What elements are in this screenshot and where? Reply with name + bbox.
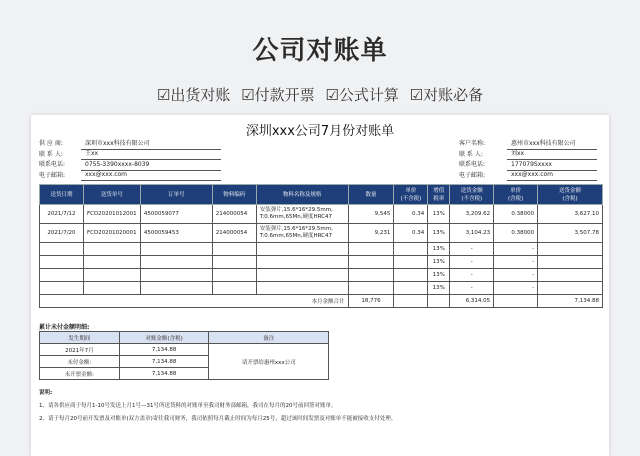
table-cell <box>140 282 212 295</box>
info-value: 惠州市xxx科技有限公司 <box>507 139 597 150</box>
summary-cell: 2021年7月 <box>40 344 120 356</box>
info-label: 联 系 人: <box>39 150 63 158</box>
table-cell <box>40 256 84 269</box>
table-cell <box>348 256 394 269</box>
table-row <box>40 256 603 269</box>
info-value: 刘xx <box>507 149 597 160</box>
table-cell: 13% <box>428 269 450 282</box>
summary-cell: 7,134.88 <box>119 368 209 380</box>
table-cell <box>212 282 256 295</box>
info-value: 177079Sxxxx <box>507 160 597 171</box>
table-cell <box>40 269 84 282</box>
table-cell: - <box>494 282 538 295</box>
feature-item: ☑对账必备 <box>409 86 484 104</box>
column-header: 物料编码 <box>212 185 256 205</box>
table-cell <box>538 256 603 269</box>
customer-info <box>459 139 597 181</box>
table-cell <box>212 269 256 282</box>
summary-header-cell: 备注 <box>209 332 329 344</box>
note-item: 2、请于每月20号前开发票及对账单(双方盖章)寄往我司财务，我司依照每月截止时间为每月25号，超过该时间发票及对账单不能被接收支付处理。 <box>39 416 397 422</box>
table-cell: 4500059077 <box>140 205 212 224</box>
table-cell <box>140 269 212 282</box>
table-cell: 9,545 <box>348 205 394 224</box>
table-cell: FCD20201020001 <box>83 224 140 243</box>
table-cell: 13% <box>428 256 450 269</box>
table-cell <box>212 243 256 256</box>
summary-cell: 未开票金额: <box>40 368 120 380</box>
table-cell: 214000054 <box>212 205 256 224</box>
table-cell: 2021/7/20 <box>40 224 84 243</box>
table-cell <box>394 269 428 282</box>
table-cell: 214000054 <box>212 224 256 243</box>
table-cell: - <box>450 256 494 269</box>
table-cell: - <box>494 243 538 256</box>
table-cell: 13% <box>428 224 450 243</box>
table-row <box>40 269 603 282</box>
table-cell: 4500059453 <box>140 224 212 243</box>
supplier-info <box>39 139 221 181</box>
statement-title: 深圳xxx公司7月份对账单 <box>245 124 395 139</box>
info-label: 联系电话: <box>39 161 66 169</box>
table-cell: - <box>494 269 538 282</box>
summary-row <box>40 344 329 356</box>
note-item: 1、请各供应商于每月1-10号发送上月1号—31号所送货料的对账单至我司财务部邮箱，我司在每月的20号前回签对账单。 <box>39 403 337 409</box>
summary-cell: 7,134.88 <box>119 356 209 368</box>
column-header: 送货金额 (不含税) <box>450 185 494 205</box>
notes-title: 说明: <box>39 390 53 396</box>
table-cell <box>394 282 428 295</box>
table-cell <box>140 256 212 269</box>
table-cell: FCD20201012001 <box>83 205 140 224</box>
info-label: 电子邮箱: <box>459 171 486 179</box>
feature-item: ☑出货对账 <box>156 86 231 104</box>
summary-cell: 请开票给惠州xxx公司 <box>209 344 329 380</box>
table-cell: 3,507.78 <box>538 224 603 243</box>
table-cell: 3,209.62 <box>450 205 494 224</box>
info-label: 供 应 商: <box>39 140 63 148</box>
summary-label: 累计未付金额明细: <box>39 324 90 331</box>
total-cell <box>428 295 450 308</box>
table-cell <box>256 269 348 282</box>
info-label: 联 系 人: <box>459 150 483 158</box>
table-cell <box>256 282 348 295</box>
column-header: 送货日期 <box>40 185 84 205</box>
column-header: 单价 (含税) <box>494 185 538 205</box>
summary-header-cell: 发生期间 <box>40 332 120 344</box>
table-cell: 0.34 <box>394 205 428 224</box>
table-cell <box>538 282 603 295</box>
column-header: 数量 <box>348 185 394 205</box>
summary-header-row <box>40 332 329 344</box>
feature-list <box>0 84 640 105</box>
info-value: xxx@xxx.com <box>507 170 597 181</box>
total-cell <box>394 295 428 308</box>
table-cell: 13% <box>428 282 450 295</box>
table-cell: 安装弹片,15.6*16*29.5mm, T:0.6mm,65Mn,硬度HRC47 <box>256 224 348 243</box>
feature-item: ☑付款开票 <box>241 86 315 104</box>
table-cell: 0.38000 <box>494 205 538 224</box>
table-cell: - <box>450 282 494 295</box>
table-cell <box>538 243 603 256</box>
summary-cell: 7,134.88 <box>119 344 209 356</box>
table-row <box>40 243 603 256</box>
info-value: xxx@xxx.com <box>81 170 221 181</box>
table-cell: 2021/7/12 <box>40 205 84 224</box>
table-cell <box>40 243 84 256</box>
column-header: 送货单号 <box>83 185 140 205</box>
table-cell <box>348 269 394 282</box>
info-value: 0755-3390xxxx-8039 <box>81 160 221 171</box>
table-cell: 13% <box>428 205 450 224</box>
total-row <box>40 295 603 308</box>
info-label: 客户名称: <box>459 140 486 148</box>
table-header-row <box>40 185 603 205</box>
total-cell: 本月金额合计 <box>40 295 349 308</box>
table-cell <box>83 269 140 282</box>
table-cell <box>538 269 603 282</box>
total-cell: 6,314.05 <box>450 295 494 308</box>
table-cell: 3,627.10 <box>538 205 603 224</box>
page-title: 公司对账单 <box>252 36 388 66</box>
table-cell <box>40 282 84 295</box>
table-cell <box>348 282 394 295</box>
info-value: 深圳市xxx科技有限公司 <box>81 139 221 150</box>
table-cell <box>83 243 140 256</box>
table-cell <box>140 243 212 256</box>
column-header: 订单号 <box>140 185 212 205</box>
table-cell: 3,104.23 <box>450 224 494 243</box>
table-cell: 0.34 <box>394 224 428 243</box>
table-cell <box>394 256 428 269</box>
table-row <box>40 205 603 224</box>
table-cell: 安装弹片,15.6*16*29.5mm, T:0.6mm,65Mn,硬度HRC47 <box>256 205 348 224</box>
info-label: 电子邮箱: <box>39 171 66 179</box>
table-cell <box>256 243 348 256</box>
table-cell: 0.38000 <box>494 224 538 243</box>
column-header: 单价 (不含税) <box>394 185 428 205</box>
table-cell <box>256 256 348 269</box>
info-label: 联系电话: <box>459 161 486 169</box>
column-header: 物料名称及规格 <box>256 185 348 205</box>
table-cell <box>83 256 140 269</box>
table-cell: 13% <box>428 243 450 256</box>
table-row <box>40 282 603 295</box>
summary-table <box>39 331 329 380</box>
table-cell <box>394 243 428 256</box>
column-header: 送货金额 (含税) <box>538 185 603 205</box>
table-cell <box>348 243 394 256</box>
feature-item: ☑公式计算 <box>325 86 399 104</box>
table-cell: - <box>450 243 494 256</box>
summary-cell: 未付金额: <box>40 356 120 368</box>
table-cell: 9,231 <box>348 224 394 243</box>
total-cell: 7,134.88 <box>538 295 603 308</box>
notes <box>39 387 599 426</box>
table-cell: - <box>450 269 494 282</box>
table-row <box>40 224 603 243</box>
column-header: 增值 税率 <box>428 185 450 205</box>
summary-header-cell: 对账金额(含税) <box>119 332 209 344</box>
total-cell <box>494 295 538 308</box>
total-cell: 18,776 <box>348 295 394 308</box>
table-cell <box>83 282 140 295</box>
statement-table <box>39 184 603 308</box>
table-cell: - <box>494 256 538 269</box>
statement-sheet <box>31 115 609 456</box>
table-cell <box>212 256 256 269</box>
info-value: 王xx <box>81 149 221 160</box>
